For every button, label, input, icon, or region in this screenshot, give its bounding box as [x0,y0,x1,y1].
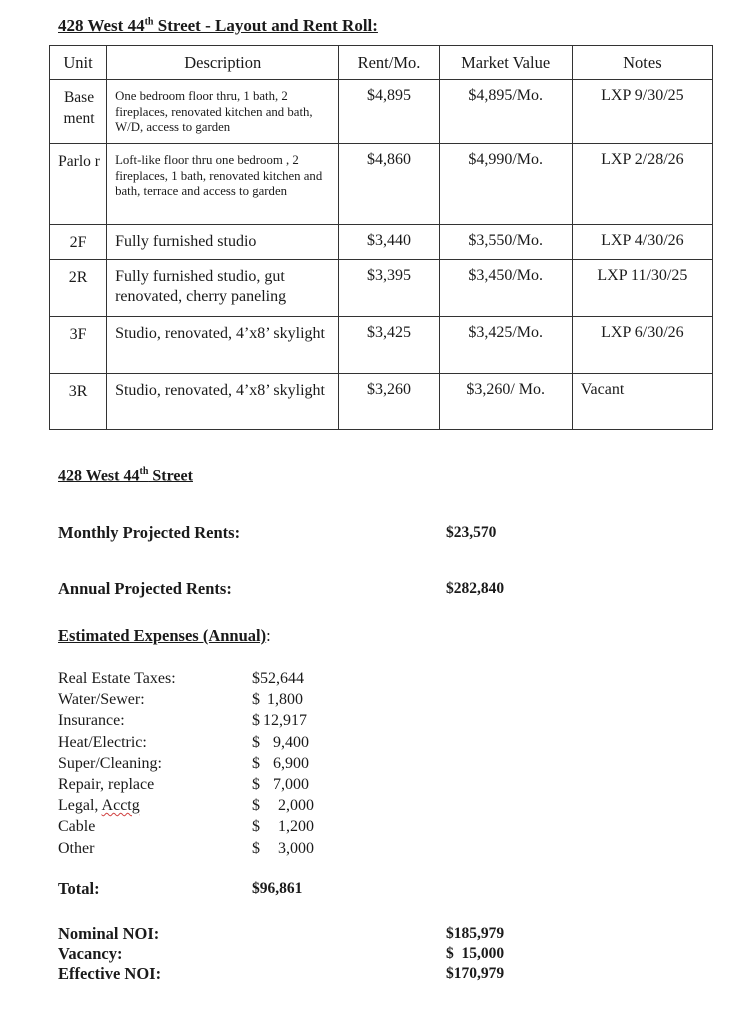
column-header-rent: Rent/Mo. [339,46,439,80]
currency-symbol: $ [252,754,260,772]
expense-amount: 9,400 [273,733,309,751]
unit-cell: 2F [50,225,107,260]
summary-heading-text: 428 West 44 [58,467,140,485]
annual-rents-value: $282,840 [446,580,505,597]
currency-symbol: $ [252,733,260,751]
expense-labels [58,668,176,859]
column-header-market-value: Market Value [439,46,572,80]
table-row [50,144,713,225]
market-value-cell: $3,260/ Mo. [439,374,572,430]
currency-symbol: $ [252,691,260,709]
rent-roll-title [58,16,378,36]
column-header-unit: Unit [50,46,107,80]
expense-amount: 1,200 [278,818,314,836]
expense-value [252,689,338,710]
unit-cell: Parlo r [50,144,107,225]
nominal-noi-label: Nominal NOI: [58,924,160,943]
unit-cell: Base ment [50,80,107,144]
vacancy-label: Vacancy: [58,944,123,963]
expenses-heading-text: Estimated Expenses (Annual) [58,626,267,645]
expenses-heading [58,626,271,646]
market-value-cell: $4,895/Mo. [439,80,572,144]
market-value-cell: $3,450/Mo. [439,260,572,317]
column-header-description: Description [107,46,339,80]
unit-cell: 3F [50,317,107,374]
notes-cell: LXP 6/30/26 [572,317,712,374]
rent-cell: $4,895 [339,80,439,144]
title-text-suffix: Street - Layout and Rent Roll: [153,16,378,35]
expenses-heading-colon: : [266,626,271,645]
expense-label: Heat/Electric: [58,733,147,751]
expense-amount: 12,917 [263,712,307,730]
expense-amount: 52,644 [260,670,304,687]
rent-cell: $4,860 [339,144,439,225]
expense-label: Insurance: [58,712,125,730]
description-cell: One bedroom floor thru, 1 bath, 2 fireplaces, renovated kitchen and bath, W/D, access to garden [107,80,339,144]
expense-label: Other [58,839,95,857]
currency-symbol: $ [252,818,260,836]
table-row [50,317,713,374]
table-row [50,225,713,260]
expense-amount: 3,000 [278,839,314,857]
expense-label [58,795,176,816]
vacancy-value: $ 15,000 [446,945,505,962]
currency-symbol: $ [252,839,260,857]
description-cell: Fully furnished studio, gut renovated, cherry paneling [107,260,339,317]
notes-cell: LXP 11/30/25 [572,260,712,317]
table-row [50,260,713,317]
table-header-row [50,46,713,80]
summary-heading [58,466,193,485]
expense-value [252,838,338,859]
expense-value [252,816,338,837]
description-cell: Studio, renovated, 4’x8’ skylight [107,317,339,374]
rent-cell: $3,425 [339,317,439,374]
description-cell: Fully furnished studio [107,225,339,260]
expense-value [252,795,338,816]
currency-symbol: $ [252,797,260,815]
description-cell: Studio, renovated, 4’x8’ skylight [107,374,339,430]
table-row [50,80,713,144]
expense-label: Repair, replace [58,776,155,794]
currency-symbol: $ [252,712,260,730]
currency-symbol: $ [252,670,260,687]
market-value-cell: $3,425/Mo. [439,317,572,374]
market-value-cell: $3,550/Mo. [439,225,572,260]
monthly-rents-label: Monthly Projected Rents: [58,523,241,542]
monthly-rents-value: $23,570 [446,524,497,541]
unit-cell: 2R [50,260,107,317]
expense-label-text: Legal, [58,797,102,815]
unit-cell: 3R [50,374,107,430]
expense-label: Super/Cleaning: [58,754,162,772]
expense-value [252,732,338,753]
expense-value [252,710,338,731]
rent-roll-table [49,45,713,430]
total-value: $96,861 [252,880,303,897]
description-cell: Loft-like floor thru one bedroom , 2 fireplaces, 1 bath, renovated kitchen and bath, terrace and access to garden [107,144,339,225]
expense-value [252,668,338,689]
total-label: Total: [58,879,100,898]
expense-value [252,753,338,774]
notes-cell: LXP 4/30/26 [572,225,712,260]
expense-amount: 6,900 [273,754,309,772]
nominal-noi-value: $185,979 [446,925,505,942]
notes-cell: LXP 2/28/26 [572,144,712,225]
rent-cell: $3,395 [339,260,439,317]
expense-amount: 7,000 [273,776,309,794]
expense-amount: 1,800 [267,691,303,709]
rent-cell: $3,440 [339,225,439,260]
rent-cell: $3,260 [339,374,439,430]
notes-cell: LXP 9/30/25 [572,80,712,144]
expense-values [252,668,338,859]
market-value-cell: $4,990/Mo. [439,144,572,225]
currency-symbol: $ [252,776,260,794]
title-text: 428 West 44 [58,16,145,35]
summary-heading-sup: th [139,466,149,477]
spellcheck-flagged-word: Acctg [101,797,140,815]
expense-label: Cable [58,818,96,836]
summary-heading-suffix: Street [148,467,193,485]
expense-value [252,774,338,795]
effective-noi-label: Effective NOI: [58,964,162,983]
title-sup: th [144,16,154,28]
notes-cell: Vacant [572,374,712,430]
column-header-notes: Notes [572,46,712,80]
table-row [50,374,713,430]
expense-label: Real Estate Taxes: [58,670,176,687]
effective-noi-value: $170,979 [446,965,505,982]
expense-label: Water/Sewer: [58,691,145,709]
expense-amount: 2,000 [278,797,314,815]
annual-rents-label: Annual Projected Rents: [58,579,232,598]
